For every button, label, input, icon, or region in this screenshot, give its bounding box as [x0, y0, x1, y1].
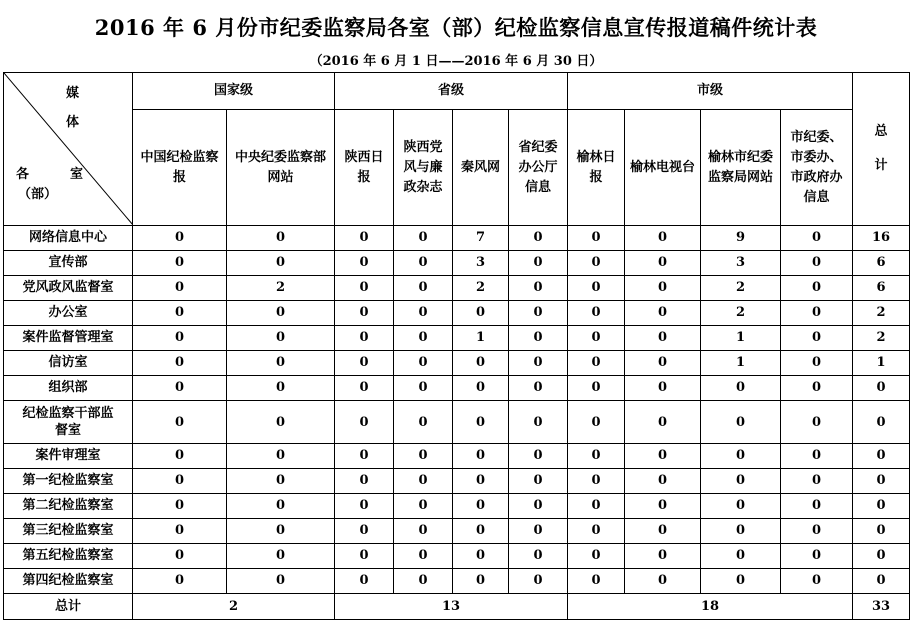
media-header-7 — [568, 110, 625, 226]
row-total-cell: 0 — [853, 376, 910, 401]
count-cell: 0 — [335, 301, 394, 326]
count-cell: 0 — [568, 301, 625, 326]
count-cell: 0 — [133, 351, 227, 376]
count-cell: 0 — [701, 494, 781, 519]
count-cell: 7 — [453, 226, 509, 251]
count-cell: 0 — [335, 519, 394, 544]
count-cell: 0 — [625, 276, 701, 301]
media-label: 榆林日报 — [576, 149, 616, 185]
count-cell: 0 — [701, 544, 781, 569]
table-row — [4, 469, 910, 494]
count-cell: 0 — [781, 226, 853, 251]
media-label: 中国纪检监察报 — [140, 149, 219, 185]
count-cell: 0 — [509, 444, 568, 469]
total-national: 2 — [133, 594, 335, 620]
count-cell: 0 — [781, 569, 853, 594]
count-cell: 0 — [701, 569, 781, 594]
department-name: 第一纪检监察室 — [4, 469, 133, 494]
table-row — [4, 401, 910, 444]
row-total-cell: 6 — [853, 251, 910, 276]
count-cell: 0 — [394, 376, 453, 401]
count-cell: 0 — [394, 326, 453, 351]
page-title: 2016 年 6 月份市纪委监察局各室（部）纪检监察信息宣传报道稿件统计表 — [94, 15, 818, 40]
count-cell: 0 — [394, 351, 453, 376]
row-total-cell: 0 — [853, 519, 910, 544]
count-cell: 0 — [781, 351, 853, 376]
count-cell: 0 — [509, 226, 568, 251]
media-label: 榆林市纪委监察局网站 — [708, 149, 774, 185]
count-cell: 0 — [335, 226, 394, 251]
media-header-10 — [781, 110, 853, 226]
count-cell: 0 — [133, 301, 227, 326]
media-label: 陕西日报 — [344, 149, 384, 185]
table-row — [4, 544, 910, 569]
count-cell: 0 — [394, 544, 453, 569]
count-cell: 0 — [227, 251, 335, 276]
count-cell: 0 — [568, 376, 625, 401]
count-cell: 0 — [509, 494, 568, 519]
count-cell: 0 — [568, 251, 625, 276]
count-cell: 0 — [781, 469, 853, 494]
totals-row — [4, 594, 910, 620]
count-cell: 0 — [509, 569, 568, 594]
count-cell: 0 — [133, 376, 227, 401]
count-cell: 0 — [568, 401, 625, 444]
count-cell: 0 — [394, 469, 453, 494]
count-cell: 0 — [781, 301, 853, 326]
count-cell: 0 — [133, 444, 227, 469]
row-total-cell: 2 — [853, 301, 910, 326]
count-cell: 0 — [568, 494, 625, 519]
count-cell: 0 — [133, 251, 227, 276]
count-cell: 0 — [453, 544, 509, 569]
count-cell: 0 — [227, 326, 335, 351]
group-provincial: 省级 — [335, 73, 568, 110]
group-city: 市级 — [568, 73, 853, 110]
group-national: 国家级 — [133, 73, 335, 110]
count-cell: 0 — [394, 444, 453, 469]
count-cell: 1 — [701, 351, 781, 376]
corner-shi-label: 室 — [70, 167, 84, 182]
department-name: 办公室 — [4, 301, 133, 326]
count-cell: 9 — [701, 226, 781, 251]
count-cell: 0 — [453, 401, 509, 444]
count-cell: 0 — [568, 326, 625, 351]
count-cell: 0 — [133, 326, 227, 351]
count-cell: 0 — [509, 469, 568, 494]
count-cell: 0 — [781, 544, 853, 569]
count-cell: 1 — [453, 326, 509, 351]
total-column-label: 总计 — [874, 124, 888, 173]
count-cell: 0 — [509, 326, 568, 351]
media-label: 省纪委办公厅信息 — [518, 139, 558, 195]
row-total-cell: 0 — [853, 469, 910, 494]
count-cell: 0 — [133, 226, 227, 251]
count-cell: 0 — [701, 444, 781, 469]
count-cell: 0 — [568, 544, 625, 569]
count-cell: 0 — [625, 376, 701, 401]
count-cell: 0 — [568, 276, 625, 301]
count-cell: 0 — [625, 444, 701, 469]
department-name: 信访室 — [4, 351, 133, 376]
row-total-cell: 0 — [853, 569, 910, 594]
count-cell: 0 — [625, 494, 701, 519]
count-cell: 0 — [781, 519, 853, 544]
table-row — [4, 569, 910, 594]
count-cell: 0 — [394, 569, 453, 594]
count-cell: 0 — [453, 569, 509, 594]
count-cell: 0 — [394, 276, 453, 301]
count-cell: 0 — [133, 569, 227, 594]
count-cell: 0 — [394, 301, 453, 326]
table-row — [4, 494, 910, 519]
count-cell: 0 — [453, 351, 509, 376]
count-cell: 0 — [227, 226, 335, 251]
table-row — [4, 226, 910, 251]
statistics-table — [3, 72, 910, 620]
count-cell: 0 — [781, 276, 853, 301]
media-header-5 — [453, 110, 509, 226]
count-cell: 0 — [227, 351, 335, 376]
count-cell: 0 — [227, 376, 335, 401]
count-cell: 0 — [394, 226, 453, 251]
count-cell: 0 — [335, 444, 394, 469]
media-header-row — [4, 110, 910, 226]
count-cell: 0 — [509, 276, 568, 301]
count-cell: 0 — [227, 544, 335, 569]
department-name: 第二纪检监察室 — [4, 494, 133, 519]
count-cell: 0 — [625, 251, 701, 276]
count-cell: 0 — [625, 351, 701, 376]
department-name: 第五纪检监察室 — [4, 544, 133, 569]
count-cell: 0 — [335, 376, 394, 401]
department-name: 纪检监察干部监督室 — [4, 401, 133, 444]
count-cell: 0 — [509, 301, 568, 326]
department-name: 第四纪检监察室 — [4, 569, 133, 594]
count-cell: 0 — [625, 226, 701, 251]
count-cell: 2 — [453, 276, 509, 301]
media-label: 中央纪委监察部网站 — [235, 149, 327, 185]
media-header-4 — [394, 110, 453, 226]
table-row — [4, 444, 910, 469]
count-cell: 0 — [701, 401, 781, 444]
count-cell: 0 — [227, 569, 335, 594]
count-cell: 0 — [509, 351, 568, 376]
row-total-cell: 1 — [853, 351, 910, 376]
row-total-cell: 0 — [853, 401, 910, 444]
count-cell: 3 — [701, 251, 781, 276]
count-cell: 0 — [335, 469, 394, 494]
count-cell: 0 — [509, 401, 568, 444]
count-cell: 2 — [701, 301, 781, 326]
department-name: 党风政风监督室 — [4, 276, 133, 301]
count-cell: 0 — [394, 401, 453, 444]
count-cell: 0 — [781, 376, 853, 401]
count-cell: 0 — [335, 494, 394, 519]
row-total-cell: 6 — [853, 276, 910, 301]
media-label: 秦风网 — [461, 159, 501, 175]
count-cell: 0 — [335, 326, 394, 351]
count-cell: 1 — [701, 326, 781, 351]
department-name: 第三纪检监察室 — [4, 519, 133, 544]
total-provincial: 13 — [335, 594, 568, 620]
media-header-8 — [625, 110, 701, 226]
media-label: 陕西党风与廉政杂志 — [403, 139, 443, 195]
count-cell: 0 — [509, 251, 568, 276]
count-cell: 0 — [781, 444, 853, 469]
count-cell: 0 — [781, 494, 853, 519]
count-cell: 0 — [625, 569, 701, 594]
table-row — [4, 301, 910, 326]
count-cell: 0 — [453, 301, 509, 326]
count-cell: 0 — [781, 326, 853, 351]
count-cell: 0 — [335, 351, 394, 376]
corner-ti-label: 体 — [66, 115, 80, 130]
count-cell: 0 — [701, 469, 781, 494]
count-cell: 0 — [625, 519, 701, 544]
count-cell: 0 — [509, 519, 568, 544]
table-row — [4, 376, 910, 401]
count-cell: 0 — [335, 251, 394, 276]
count-cell: 0 — [568, 351, 625, 376]
count-cell: 0 — [625, 469, 701, 494]
table-row — [4, 351, 910, 376]
count-cell: 2 — [701, 276, 781, 301]
count-cell: 0 — [227, 301, 335, 326]
table-row — [4, 326, 910, 351]
total-grand: 33 — [853, 594, 910, 620]
row-total-cell: 0 — [853, 544, 910, 569]
count-cell: 0 — [568, 569, 625, 594]
count-cell: 0 — [133, 519, 227, 544]
count-cell: 0 — [133, 494, 227, 519]
media-header-9 — [701, 110, 781, 226]
count-cell: 0 — [227, 444, 335, 469]
table-row — [4, 519, 910, 544]
count-cell: 0 — [701, 376, 781, 401]
table-row — [4, 276, 910, 301]
count-cell: 0 — [227, 469, 335, 494]
count-cell: 0 — [509, 376, 568, 401]
corner-bu-label: （部） — [18, 187, 58, 202]
count-cell: 0 — [453, 469, 509, 494]
count-cell: 0 — [701, 519, 781, 544]
count-cell: 0 — [625, 301, 701, 326]
count-cell: 0 — [453, 519, 509, 544]
corner-header — [4, 73, 133, 226]
totals-label: 总计 — [4, 594, 133, 620]
count-cell: 0 — [133, 544, 227, 569]
count-cell: 0 — [394, 251, 453, 276]
count-cell: 3 — [453, 251, 509, 276]
corner-media-label: 媒 — [66, 86, 80, 101]
count-cell: 0 — [335, 544, 394, 569]
count-cell: 0 — [781, 251, 853, 276]
count-cell: 0 — [781, 401, 853, 444]
count-cell: 0 — [394, 519, 453, 544]
count-cell: 0 — [625, 401, 701, 444]
media-header-3 — [335, 110, 394, 226]
count-cell: 0 — [335, 401, 394, 444]
count-cell: 0 — [227, 494, 335, 519]
corner-ge-label: 各 — [16, 167, 30, 182]
group-header-row — [4, 73, 910, 110]
row-total-cell: 0 — [853, 444, 910, 469]
count-cell: 2 — [227, 276, 335, 301]
count-cell: 0 — [568, 226, 625, 251]
media-label: 榆林电视台 — [630, 159, 696, 175]
count-cell: 0 — [227, 401, 335, 444]
count-cell: 0 — [394, 494, 453, 519]
row-total-cell: 16 — [853, 226, 910, 251]
count-cell: 0 — [133, 401, 227, 444]
row-total-cell: 2 — [853, 326, 910, 351]
count-cell: 0 — [335, 569, 394, 594]
total-column-header — [853, 73, 910, 226]
count-cell: 0 — [453, 376, 509, 401]
count-cell: 0 — [133, 276, 227, 301]
total-city: 18 — [568, 594, 853, 620]
department-name: 网络信息中心 — [4, 226, 133, 251]
count-cell: 0 — [453, 444, 509, 469]
media-header-2 — [227, 110, 335, 226]
media-header-1 — [133, 110, 227, 226]
count-cell: 0 — [625, 326, 701, 351]
count-cell: 0 — [227, 519, 335, 544]
department-name: 案件审理室 — [4, 444, 133, 469]
count-cell: 0 — [568, 469, 625, 494]
department-name: 宣传部 — [4, 251, 133, 276]
count-cell: 0 — [625, 544, 701, 569]
row-total-cell: 0 — [853, 494, 910, 519]
department-name: 案件监督管理室 — [4, 326, 133, 351]
media-label: 市纪委、市委办、市政府办信息 — [790, 129, 843, 205]
count-cell: 0 — [509, 544, 568, 569]
count-cell: 0 — [453, 494, 509, 519]
department-name: 组织部 — [4, 376, 133, 401]
media-header-6 — [509, 110, 568, 226]
table-row — [4, 251, 910, 276]
count-cell: 0 — [568, 519, 625, 544]
count-cell: 0 — [133, 469, 227, 494]
date-range: （2016 年 6 月 1 日——2016 年 6 月 30 日） — [309, 54, 603, 69]
count-cell: 0 — [568, 444, 625, 469]
count-cell: 0 — [335, 276, 394, 301]
